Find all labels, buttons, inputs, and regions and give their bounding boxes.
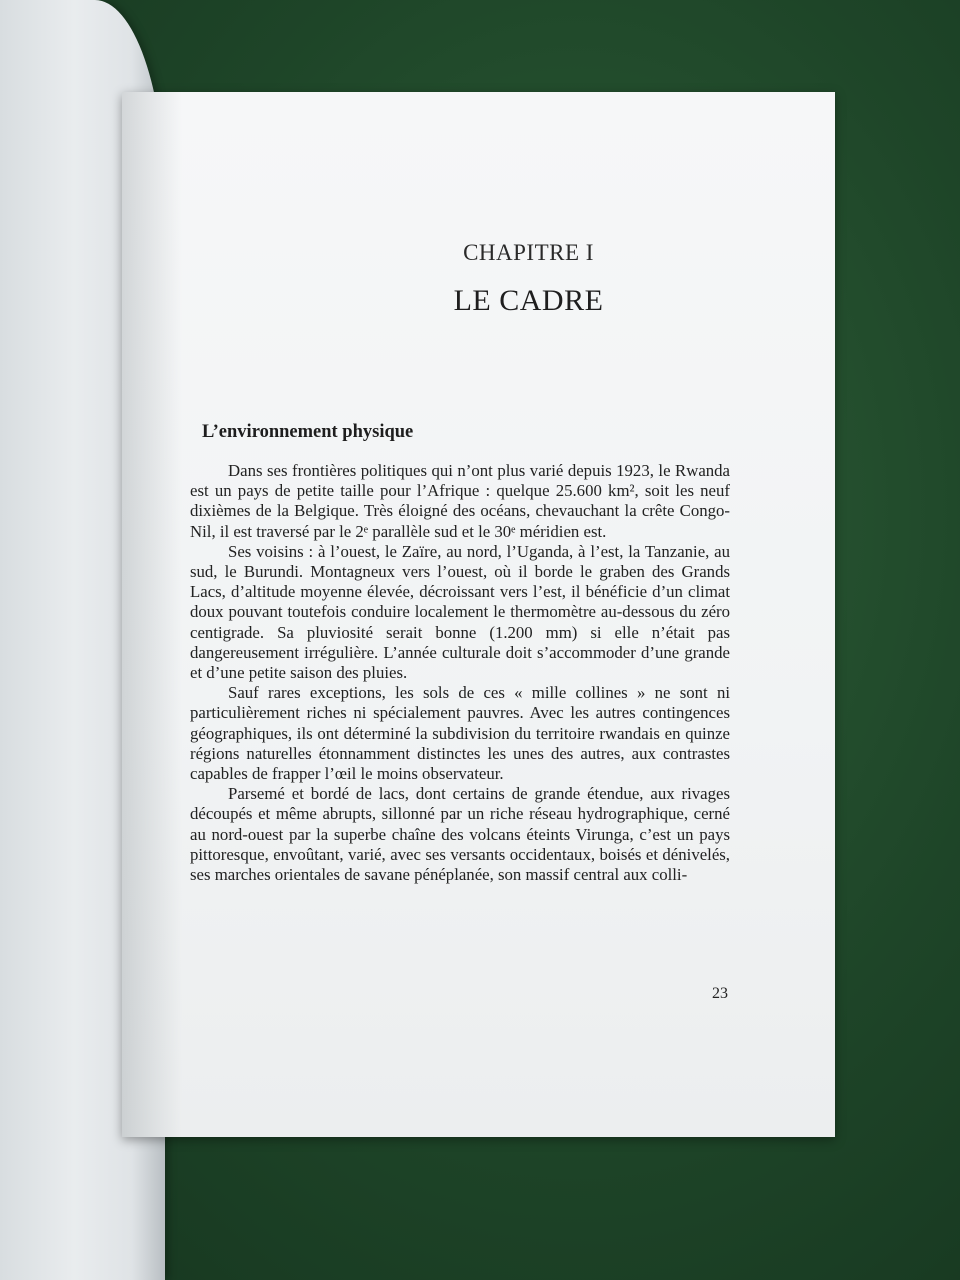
paragraph: Dans ses frontières politiques qui n’ont plus varié depuis 1923, le Rwanda est un pays de petite taille pour l’Afrique : quelque 25.600 km², soit les neuf dixièmes de la Belgique. Très éloigné des océans, chevauchant la crête Congo-Nil, il est traversé par le 2ᵉ parallèle sud et le 30ᵉ méridien est. [190,461,730,541]
book-page [122,92,835,1137]
body-text [190,461,730,885]
chapter-title: LE CADRE [453,284,604,317]
paragraph: Ses voisins : à l’ouest, le Zaïre, au nord, l’Uganda, à l’est, la Tanzanie, au sud, le Burundi. Montagneux vers l’ouest, où il borde le graben des Grands Lacs, d’altitude moyenne élevée, décroissant vers l’est, il bénéficie d’un climat doux pouvant toutefois conduire localement le thermomètre au-dessous du zéro centigrade. Sa pluviosité serait bonne (1.200 mm) si elle n’était pas dangereusement irrégulière. L’année culturale doit s’accommoder d’une grande et d’une petite saison des pluies. [190,541,730,683]
paragraph: Sauf rares exceptions, les sols de ces « mille collines » ne sont ni particulièrement riches ni spécialement pauvres. Avec les autres contingences géographiques, ils ont déterminé la subdivision du territoire rwandais en quinze régions naturelles étonnamment distinctes les unes des autres, aux contrastes capables de frapper l’œil le moins observateur. [190,683,730,784]
section-heading: L’environnement physique [202,422,414,442]
page-number: 23 [712,985,728,1002]
paragraph: Parsemé et bordé de lacs, dont certains de grande étendue, aux rivages découpés et même abrupts, sillonné par un riche réseau hydrographique, cerné au nord-ouest par la superbe chaîne des volcans éteints Virunga, c’est un pays pittoresque, envoûtant, varié, avec ses versants occidentaux, boisés et dénivelés, ses marches orientales de savane pénéplanée, son massif central aux colli- [190,784,730,885]
chapter-number: CHAPITRE I [463,240,594,265]
